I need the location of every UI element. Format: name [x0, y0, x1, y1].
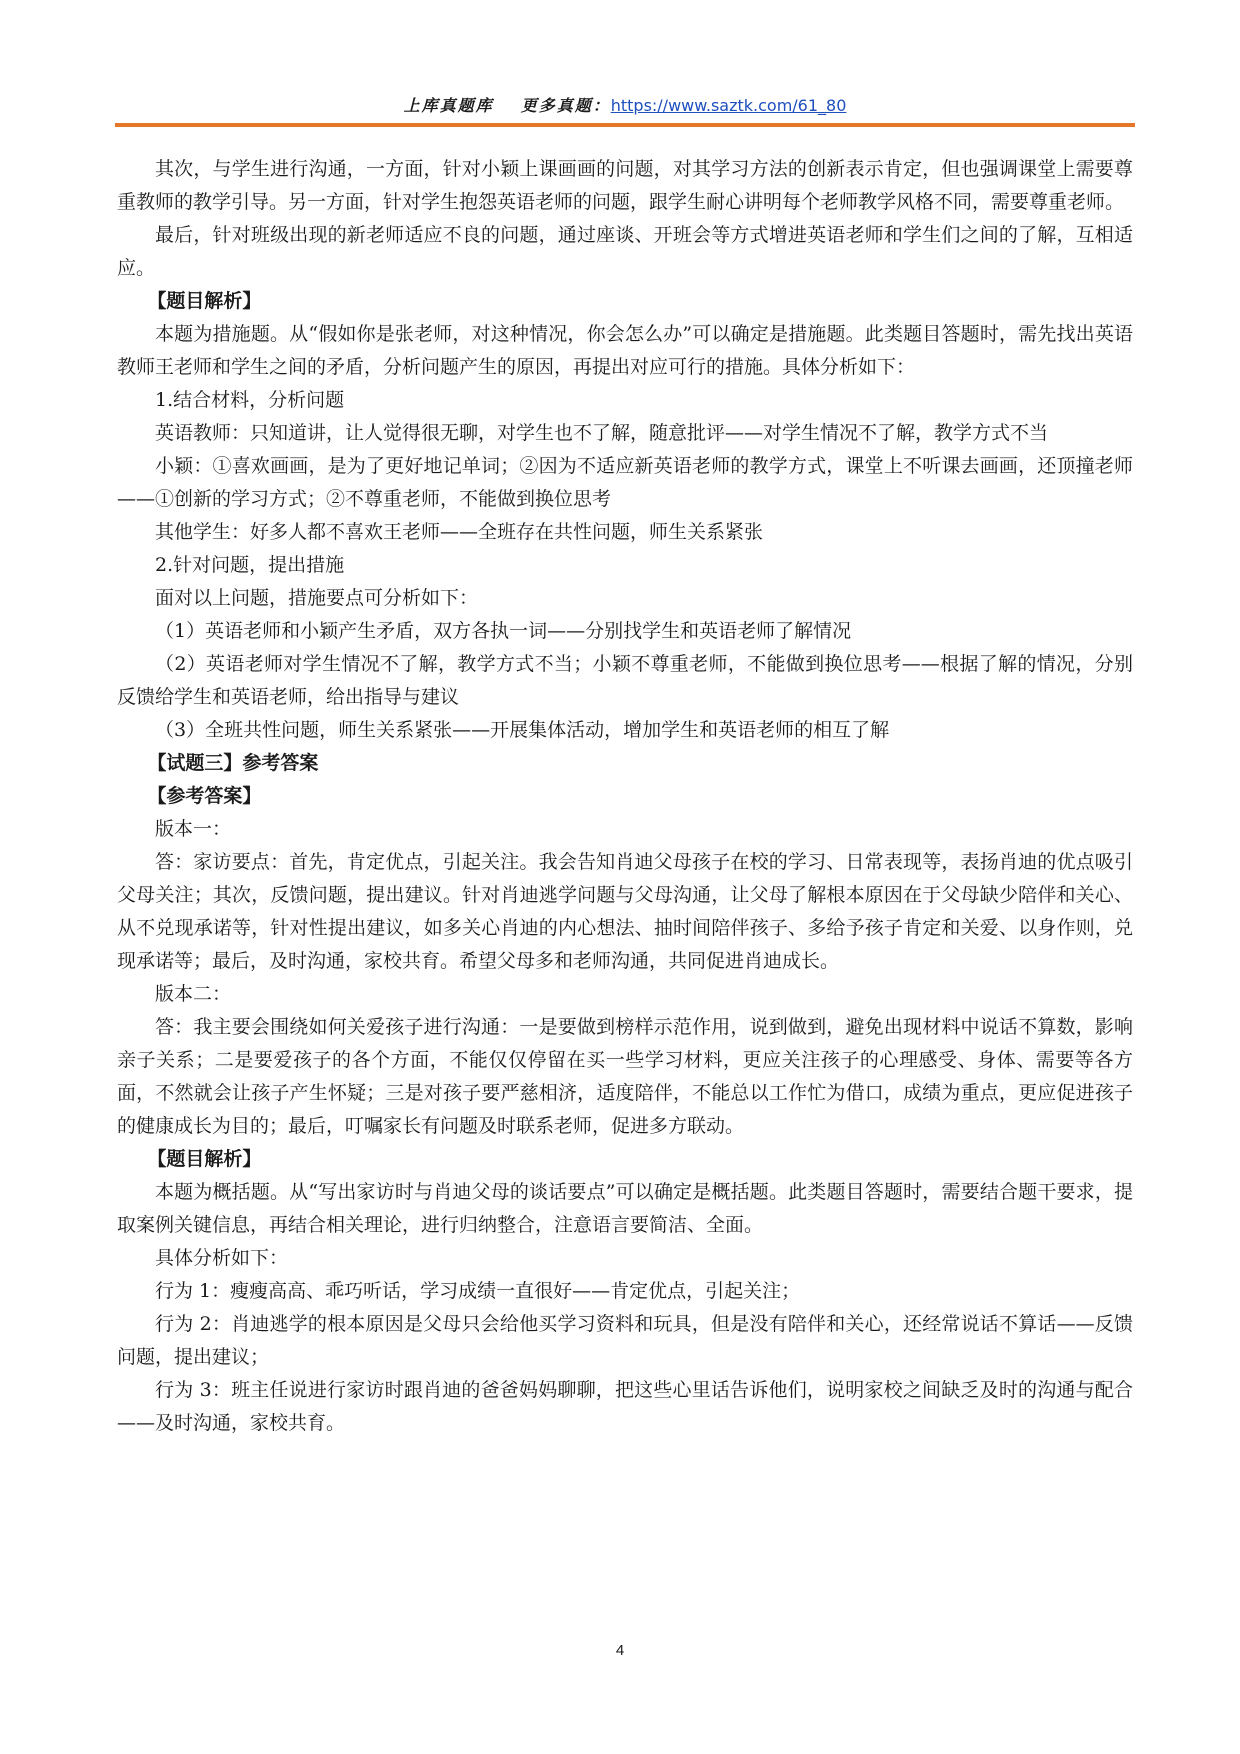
body-paragraph: 答：我主要会围绕如何关爱孩子进行沟通：一是要做到榜样示范作用，说到做到，避免出现材料中说话不算数，影响亲子关系；二是要爱孩子的各个方面，不能仅仅停留在买一些学习材料，更应关注孩子的心理感受、身体、需要等各方面，不然就会让孩子产生怀疑；三是对孩子要严慈相济，适度陪伴，不能总以工作忙为借口，成绩为重点，更应促进孩子的健康成长为目的；最后，叮嘱家长有问题及时联系老师，促进多方联动。: [117, 1016, 1133, 1137]
page-header: [115, 93, 1135, 119]
body-paragraph: 2.针对问题，提出措施: [155, 554, 345, 576]
body-paragraph: （3）全班共性问题，师生关系紧张——开展集体活动，增加学生和英语老师的相互了解: [155, 719, 890, 741]
body-paragraph: 其次，与学生进行沟通，一方面，针对小颖上课画画的问题，对其学习方法的创新表示肯定，但也强调课堂上需要尊重教师的教学引导。另一方面，针对学生抱怨英语老师的问题，跟学生耐心讲明每个老师教学风格不同，需要尊重老师。: [117, 158, 1133, 213]
document-body: [117, 153, 1133, 1440]
body-paragraph: 小颖：①喜欢画画，是为了更好地记单词；②因为不适应新英语老师的教学方式，课堂上不听课去画画，还顶撞老师——①创新的学习方式；②不尊重老师，不能做到换位思考: [117, 455, 1133, 510]
header-divider: [115, 123, 1135, 127]
page-number: 4: [615, 1642, 625, 1659]
section-heading: 【题目解析】: [147, 290, 262, 312]
body-paragraph: （2）英语老师对学生情况不了解，教学方式不当；小颖不尊重老师，不能做到换位思考——根据了解的情况，分别反馈给学生和英语老师，给出指导与建议: [117, 653, 1133, 708]
body-paragraph: 本题为概括题。从“写出家访时与肖迪父母的谈话要点”可以确定是概括题。此类题目答题时，需要结合题干要求，提取案例关键信息，再结合相关理论，进行归纳整合，注意语言要简洁、全面。: [117, 1181, 1133, 1236]
body-paragraph: 1.结合材料，分析问题: [155, 389, 345, 411]
body-paragraph: 答：家访要点：首先，肯定优点，引起关注。我会告知肖迪父母孩子在校的学习、日常表现等，表扬肖迪的优点吸引父母关注；其次，反馈问题，提出建议。针对肖迪逃学问题与父母沟通，让父母了解根本原因在于父母缺少陪伴和关心、从不兑现承诺等，针对性提出建议，如多关心肖迪的内心想法、抽时间陪伴孩子、多给予孩子肯定和关爱、以身作则，兑现承诺等；最后，及时沟通，家校共育。希望父母多和老师沟通，共同促进肖迪成长。: [117, 851, 1133, 972]
site-url-link[interactable]: https://www.saztk.com/61_80: [610, 96, 847, 115]
body-paragraph: 面对以上问题，措施要点可分析如下：: [155, 587, 479, 609]
section-heading: 【试题三】参考答案: [147, 752, 319, 774]
body-paragraph: （1）英语老师和小颖产生矛盾，双方各执一词——分别找学生和英语老师了解情况: [155, 620, 852, 642]
body-paragraph: 本题为措施题。从“假如你是张老师，对这种情况，你会怎么办”可以确定是措施题。此类题目答题时，需先找出英语教师王老师和学生之间的矛盾，分析问题产生的原因，再提出对应可行的措施。具体分析如下：: [117, 323, 1133, 378]
body-paragraph: 行为 1：瘦瘦高高、乖巧听话，学习成绩一直很好——肯定优点，引起关注；: [155, 1280, 801, 1302]
more-questions-label: 更多真题：: [520, 96, 611, 115]
body-paragraph: 最后，针对班级出现的新老师适应不良的问题，通过座谈、开班会等方式增进英语老师和学生们之间的了解，互相适应。: [117, 224, 1133, 279]
site-name: 上库真题库: [403, 96, 494, 115]
body-paragraph: 行为 2：肖迪逃学的根本原因是父母只会给他买学习资料和玩具，但是没有陪伴和关心，还经常说话不算话——反馈问题，提出建议；: [117, 1313, 1133, 1368]
body-paragraph: 版本一：: [155, 818, 232, 840]
section-heading: 【题目解析】: [147, 1148, 262, 1170]
body-paragraph: 英语教师：只知道讲，让人觉得很无聊，对学生也不了解，随意批评——对学生情况不了解，教学方式不当: [155, 422, 1049, 444]
section-heading: 【参考答案】: [147, 785, 262, 807]
body-paragraph: 具体分析如下：: [155, 1247, 289, 1269]
body-paragraph: 其他学生：好多人都不喜欢王老师——全班存在共性问题，师生关系紧张: [155, 521, 764, 543]
body-paragraph: 版本二：: [155, 983, 232, 1005]
body-paragraph: 行为 3：班主任说进行家访时跟肖迪的爸爸妈妈聊聊，把这些心里话告诉他们，说明家校之间缺乏及时的沟通与配合——及时沟通，家校共育。: [117, 1379, 1133, 1434]
